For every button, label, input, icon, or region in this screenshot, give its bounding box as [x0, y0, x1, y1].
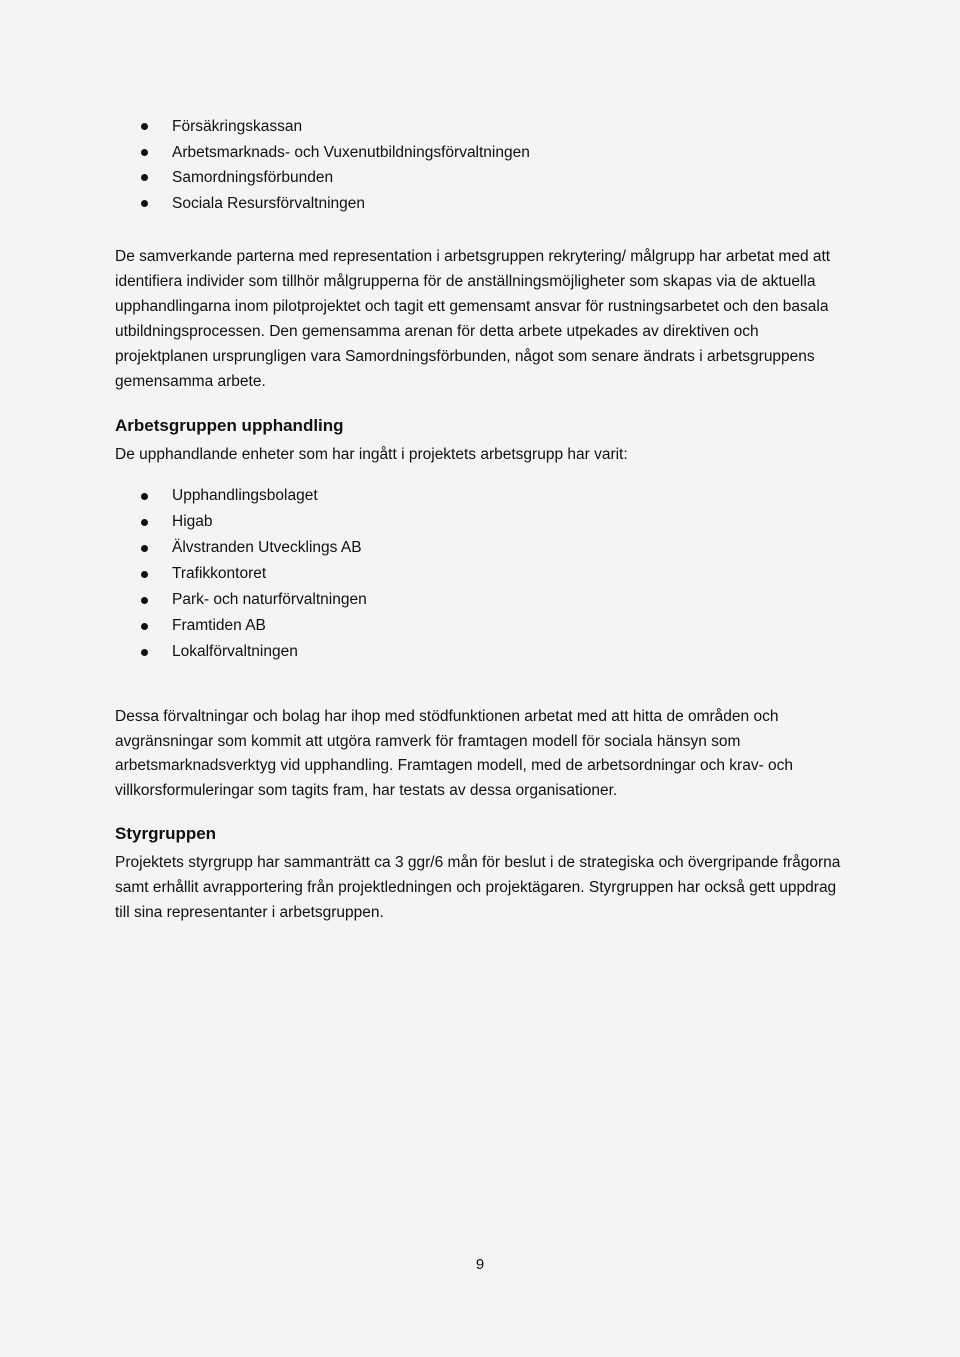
- bullet-icon: [141, 493, 148, 500]
- list-item: Samordningsförbunden: [115, 165, 845, 191]
- bullet-icon: [141, 649, 148, 656]
- bullet-icon: [141, 200, 148, 207]
- list-item: Arbetsmarknads- och Vuxenutbildningsförvaltningen: [115, 140, 845, 166]
- list-item: Framtiden AB: [115, 613, 845, 639]
- participants-list: [115, 114, 845, 216]
- list-item: Älvstranden Utvecklings AB: [115, 535, 845, 561]
- bullet-icon: [141, 123, 148, 130]
- list-item: Lokalförvaltningen: [115, 639, 845, 665]
- bullet-icon: [141, 545, 148, 552]
- bullet-icon: [141, 174, 148, 181]
- bullet-icon: [141, 571, 148, 578]
- list-item: Park- och naturförvaltningen: [115, 587, 845, 613]
- page-number: 9: [475, 1256, 485, 1273]
- bullet-icon: [141, 149, 148, 156]
- bullet-icon: [141, 519, 148, 526]
- section-intro: De upphandlande enheter som har ingått i projektets arbetsgrupp har varit:: [115, 446, 628, 463]
- body-paragraph: De samverkande parterna med representation i arbetsgruppen rekrytering/ målgrupp har arbetat med att identifiera individer som tillhör målgrupperna för de anställningsmöjligheter som skapas via de aktuella upphandlingarna inom pilotprojektet och tagit ett gemensamt ansvar för rustningsarbetet och den basala utbildningsprocessen. Den gemensamma arenan för detta arbete utpekades av direktiven och projektplanen ursprungligen vara Samordningsförbunden, något som senare ändrats i arbetsgruppens gemensamma arbete.: [115, 248, 831, 390]
- bullet-icon: [141, 597, 148, 604]
- body-paragraph: Projektets styrgrupp har sammanträtt ca 3 ggr/6 mån för beslut i de strategiska och övergripande frågorna samt erhållit avrapportering från projektledningen och projektägaren. Styrgruppen har också gett uppdrag till sina representanter i arbetsgruppen.: [115, 853, 841, 921]
- list-item: Försäkringskassan: [115, 114, 845, 140]
- list-item: Trafikkontoret: [115, 561, 845, 587]
- section-heading-styrgruppen: Styrgruppen: [115, 823, 217, 843]
- body-paragraph: Dessa förvaltningar och bolag har ihop med stödfunktionen arbetat med att hitta de områden och avgränsningar som kommit att utgöra ramverk för framtagen modell för sociala hänsyn som arbetsmarknadsverktyg vid upphandling. Framtagen modell, med de arbetsordningar och krav- och villkorsformuleringar som tagits fram, har testats av dessa organisationer.: [115, 708, 794, 800]
- list-item: Sociala Resursförvaltningen: [115, 191, 845, 217]
- procurement-units-list: [115, 483, 845, 665]
- section-heading-upphandling: Arbetsgruppen upphandling: [115, 416, 344, 435]
- list-item: Upphandlingsbolaget: [115, 483, 845, 509]
- bullet-icon: [141, 623, 148, 630]
- page-content: [115, 114, 845, 925]
- list-item: Higab: [115, 509, 845, 535]
